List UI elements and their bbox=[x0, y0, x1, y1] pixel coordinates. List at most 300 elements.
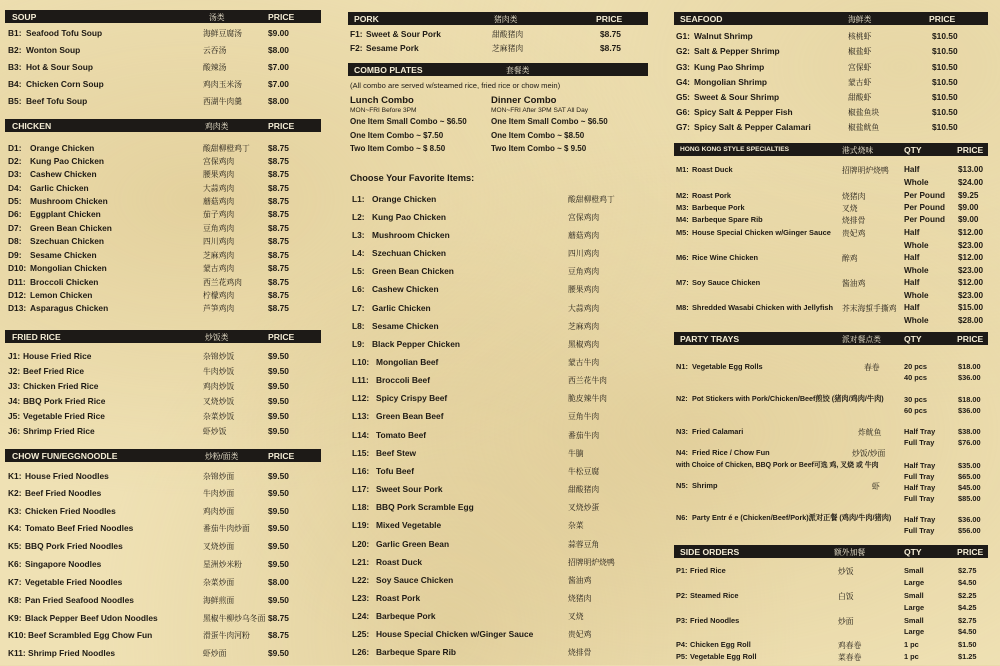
item-name: Soy Sauce Chicken bbox=[376, 575, 454, 585]
item-name: House Fried Rice bbox=[23, 351, 92, 361]
item-name: Fried Calamari bbox=[692, 427, 744, 436]
menu-item bbox=[8, 96, 318, 110]
item-price: $8.75 bbox=[268, 277, 289, 287]
item-name: Vegetable Fried Noodles bbox=[25, 577, 123, 587]
menu-item bbox=[8, 250, 318, 264]
item-qty: Half Tray bbox=[904, 515, 936, 524]
combo-note: (All combo are served w/steamed rice, fried rice or chow mein) bbox=[350, 81, 561, 90]
item-code: G2: bbox=[676, 46, 690, 56]
item-code: L1: bbox=[352, 194, 365, 204]
section-title: CHICKEN bbox=[12, 120, 52, 131]
item-code: F1: bbox=[350, 29, 363, 39]
item-price: $8.75 bbox=[268, 196, 289, 206]
item-price: $8.75 bbox=[268, 263, 289, 273]
hk-specialties-header bbox=[674, 143, 988, 156]
item-name-zh: 四川鸡肉 bbox=[568, 249, 600, 258]
item-price: $36.00 bbox=[958, 515, 981, 524]
menu-item bbox=[676, 62, 986, 76]
item-code: D11: bbox=[8, 277, 26, 287]
menu-item bbox=[8, 169, 318, 183]
item-price: $12.00 bbox=[958, 278, 984, 287]
item-name-zh: 杂菜炒饭 bbox=[203, 412, 235, 421]
combo-item bbox=[352, 629, 642, 643]
item-name-zh: 宫保鸡肉 bbox=[203, 157, 235, 166]
combo-item bbox=[352, 430, 642, 444]
item-name: Vegetable Egg Rolls bbox=[692, 362, 763, 371]
item-name-zh: 黑椒牛柳炒乌冬面 bbox=[203, 614, 266, 623]
item-name-zh: 脆皮辣牛肉 bbox=[568, 394, 607, 403]
item-name: Roast Pork bbox=[692, 191, 732, 200]
item-name: Pan Fried Seafood Noodles bbox=[25, 595, 134, 605]
item-price: $8.75 bbox=[268, 223, 289, 233]
item-name-zh: 蘑菇鸡肉 bbox=[203, 197, 235, 206]
combo-item bbox=[352, 339, 642, 353]
item-name: Broccoli Chicken bbox=[30, 277, 99, 287]
item-code: B4: bbox=[8, 79, 22, 89]
item-code: K6: bbox=[8, 559, 22, 569]
item-code: L11: bbox=[352, 375, 369, 385]
combo-item bbox=[352, 466, 642, 480]
item-name-zh: 菜春卷 bbox=[838, 653, 862, 662]
item-name-zh: 烧猪肉 bbox=[568, 594, 592, 603]
item-code: K10: bbox=[8, 630, 27, 640]
item-price: $10.50 bbox=[932, 62, 958, 72]
item-qty: Large bbox=[904, 603, 925, 612]
item-name: Mushroom Chicken bbox=[30, 196, 108, 206]
item-name-zh: 柠檬鸡肉 bbox=[203, 291, 235, 300]
item-name-zh: 宫保鸡肉 bbox=[568, 213, 600, 222]
item-price: $9.50 bbox=[268, 366, 289, 376]
menu-item bbox=[8, 595, 318, 609]
item-name: Rice Wine Chicken bbox=[692, 253, 759, 262]
item-name: Wonton Soup bbox=[26, 45, 81, 55]
item-name: Steamed Rice bbox=[690, 591, 739, 600]
item-price: $9.50 bbox=[268, 506, 289, 516]
side-orders-header bbox=[674, 545, 988, 558]
item-name-zh: 酸甜柳橙鸡丁 bbox=[568, 195, 615, 204]
dinner-combo-line: One Item Combo ~ $8.50 bbox=[491, 131, 585, 140]
lunch-combo-line: One Item Combo ~ $7.50 bbox=[350, 131, 444, 140]
combo-item bbox=[352, 284, 642, 298]
menu-item bbox=[8, 28, 318, 42]
combo-item bbox=[352, 230, 642, 244]
item-name-zh: 番茄牛肉炒面 bbox=[203, 524, 250, 533]
price-column-label: PRICE bbox=[957, 333, 984, 344]
item-code: N1: bbox=[676, 362, 688, 371]
item-name: Green Bean Beef bbox=[376, 411, 444, 421]
menu-item bbox=[676, 31, 986, 45]
item-price: $24.00 bbox=[958, 178, 984, 187]
item-code: L24: bbox=[352, 611, 370, 621]
item-name-zh: 大蒜鸡肉 bbox=[568, 304, 600, 313]
item-name: Green Bean Chicken bbox=[30, 223, 112, 233]
dinner-combo-title: Dinner Combo bbox=[491, 95, 557, 106]
item-qty: Whole bbox=[904, 178, 929, 187]
item-name-zh: 叉烧 bbox=[842, 204, 858, 213]
item-name: Seafood Tofu Soup bbox=[26, 28, 103, 38]
item-name: Orange Chicken bbox=[30, 143, 95, 153]
item-code: L8: bbox=[352, 321, 365, 331]
item-name-zh: 蘑菇鸡肉 bbox=[568, 231, 600, 240]
qty-column-label: QTY bbox=[904, 546, 922, 557]
menu-item bbox=[8, 648, 318, 662]
item-name-zh: 叉烧炒面 bbox=[203, 542, 235, 551]
combo-item bbox=[352, 575, 642, 589]
item-code: B5: bbox=[8, 96, 22, 106]
item-name: Fried Rice bbox=[690, 566, 726, 575]
item-name: Sesame Pork bbox=[366, 43, 419, 53]
item-name: Singapore Noodles bbox=[25, 559, 102, 569]
fried-rice-header bbox=[5, 330, 321, 343]
item-price: $8.75 bbox=[268, 613, 289, 623]
item-code: D8: bbox=[8, 236, 22, 246]
lunch-combo-line: Two Item Combo ~ $ 8.50 bbox=[350, 144, 446, 153]
price-column-label: PRICE bbox=[268, 11, 295, 22]
section-title-zh: 炒粉/面类 bbox=[205, 451, 239, 461]
item-name: Shrimp bbox=[692, 481, 718, 490]
item-name-zh: 蒜蓉豆角 bbox=[568, 540, 600, 549]
item-name-zh: 牛腩 bbox=[568, 449, 584, 458]
item-price: $9.50 bbox=[268, 381, 289, 391]
hk-row bbox=[676, 253, 986, 267]
item-price: $8.75 bbox=[268, 169, 289, 179]
item-name: Roast Duck bbox=[376, 557, 423, 567]
item-name: Shrimp Fried Rice bbox=[23, 426, 95, 436]
item-name-zh: 椒盐虾 bbox=[848, 47, 872, 56]
hk-row bbox=[676, 228, 986, 242]
item-qty: Full Tray bbox=[904, 526, 935, 535]
combo-item bbox=[352, 393, 642, 407]
item-name: Hot & Sour Soup bbox=[26, 62, 93, 72]
item-name-zh: 豆角牛肉 bbox=[568, 412, 600, 421]
item-name-zh: 蒙古鸡肉 bbox=[203, 264, 235, 273]
item-name-zh: 杂菜炒面 bbox=[203, 578, 235, 587]
item-name: Roast Duck bbox=[692, 165, 733, 174]
combo-item bbox=[352, 502, 642, 516]
item-name: Vegetable Fried Rice bbox=[23, 411, 105, 421]
item-qty: 20 pcs bbox=[904, 362, 928, 371]
item-code: D10: bbox=[8, 263, 27, 273]
menu-item bbox=[8, 263, 318, 277]
item-name-zh: 炒饭/炒面 bbox=[852, 449, 886, 458]
dinner-combo-line: Two Item Combo ~ $ 9.50 bbox=[491, 144, 587, 153]
item-name: Mongolian Shrimp bbox=[694, 77, 768, 87]
item-name: BBQ Pork Scramble Egg bbox=[376, 502, 474, 512]
price-column-label: PRICE bbox=[596, 13, 623, 24]
item-price: $4.25 bbox=[958, 603, 977, 612]
item-name-zh: 牛肉炒饭 bbox=[203, 367, 235, 376]
item-code: L23: bbox=[352, 593, 370, 603]
item-name: Beef Stew bbox=[376, 448, 417, 458]
item-name-zh: 杂锦炒饭 bbox=[203, 352, 235, 361]
menu-item bbox=[8, 426, 318, 440]
item-price: $9.00 bbox=[958, 215, 979, 224]
item-price: $10.50 bbox=[932, 46, 958, 56]
section-title: PORK bbox=[354, 13, 379, 24]
menu-item bbox=[8, 196, 318, 210]
item-qty: Small bbox=[904, 591, 924, 600]
item-name-zh: 炸鱿鱼 bbox=[858, 428, 882, 437]
item-price: $8.75 bbox=[600, 29, 621, 39]
item-name: Eggplant Chicken bbox=[30, 209, 101, 219]
item-price: $9.50 bbox=[268, 396, 289, 406]
menu-item bbox=[8, 559, 318, 573]
combo-item bbox=[352, 520, 642, 534]
hk-row bbox=[676, 303, 986, 317]
item-name: Pot Stickers with Pork/Chicken/Beef煎饺 (猪肉/鸡肉/牛肉) bbox=[692, 394, 884, 403]
item-name-zh: 甜酸猪肉 bbox=[568, 485, 600, 494]
item-qty: Whole bbox=[904, 266, 929, 275]
combo-header bbox=[348, 63, 648, 76]
item-qty: Half bbox=[904, 303, 920, 312]
item-price: $9.50 bbox=[268, 559, 289, 569]
item-name-zh: 蒙古牛肉 bbox=[568, 358, 600, 367]
item-name-zh: 豆角鸡肉 bbox=[203, 224, 235, 233]
menu-item bbox=[8, 396, 318, 410]
item-qty: Small bbox=[904, 566, 924, 575]
item-price: $23.00 bbox=[958, 241, 984, 250]
item-price: $76.00 bbox=[958, 438, 981, 447]
dinner-combo-line: One Item Small Combo ~ $6.50 bbox=[491, 117, 608, 126]
item-name-zh: 芥末海蜇手撕鸡 bbox=[842, 304, 897, 313]
item-name-zh: 滑蛋牛肉河粉 bbox=[203, 631, 250, 640]
item-name-zh: 甜酸虾 bbox=[848, 93, 872, 102]
item-price: $18.00 bbox=[958, 395, 981, 404]
item-code: K8: bbox=[8, 595, 22, 605]
combo-item bbox=[352, 194, 642, 208]
item-name: Tomato Beef Fried Noodles bbox=[25, 523, 134, 533]
section-title-zh: 额外加餐 bbox=[834, 547, 866, 557]
item-name: Tomato Beef bbox=[376, 430, 427, 440]
item-name-zh: 叉烧炒饭 bbox=[203, 397, 235, 406]
item-name: Sesame Chicken bbox=[30, 250, 97, 260]
item-name: Cashew Chicken bbox=[372, 284, 439, 294]
item-code: K11: bbox=[8, 648, 26, 658]
item-code: L16: bbox=[352, 466, 370, 476]
item-code: L18: bbox=[352, 502, 370, 512]
section-title-zh: 套餐类 bbox=[506, 65, 530, 75]
item-name-zh: 番茄牛肉 bbox=[568, 431, 600, 440]
item-name-zh: 西湖牛肉羹 bbox=[203, 97, 242, 106]
item-price: $56.00 bbox=[958, 526, 981, 535]
item-name: Sweet & Sour Pork bbox=[366, 29, 441, 39]
item-name-zh: 酸辣汤 bbox=[203, 63, 227, 72]
item-name: Chicken Fried Noodles bbox=[25, 506, 116, 516]
item-code: G3: bbox=[676, 62, 690, 72]
item-price: $10.50 bbox=[932, 77, 958, 87]
menu-item bbox=[676, 122, 986, 136]
item-name: Barbeque Pork bbox=[692, 203, 745, 212]
item-code: N2: bbox=[676, 394, 688, 403]
side-qty-row bbox=[676, 578, 986, 592]
item-qty: Large bbox=[904, 578, 925, 587]
section-title-zh: 汤类 bbox=[209, 12, 225, 22]
item-code: J3: bbox=[8, 381, 21, 391]
combo-item bbox=[352, 448, 642, 462]
item-name-zh: 叉烧炒蛋 bbox=[568, 503, 600, 512]
item-name: Garlic Chicken bbox=[372, 303, 431, 313]
item-name-zh: 酱油鸡 bbox=[568, 576, 592, 585]
menu-item bbox=[8, 290, 318, 304]
section-title: PARTY TRAYS bbox=[680, 333, 740, 344]
item-price: $1.25 bbox=[958, 652, 977, 661]
item-name-zh: 腰果鸡肉 bbox=[203, 170, 235, 179]
section-title: FRIED RICE bbox=[12, 331, 61, 342]
item-code: J2: bbox=[8, 366, 21, 376]
item-code: L12: bbox=[352, 393, 370, 403]
item-name-zh: 酸甜柳橙鸡丁 bbox=[203, 144, 250, 153]
item-qty: Full Tray bbox=[904, 472, 935, 481]
price-column-label: PRICE bbox=[268, 120, 295, 131]
item-name-zh: 芝麻鸡肉 bbox=[568, 322, 600, 331]
item-code: L7: bbox=[352, 303, 365, 313]
item-price: $15.00 bbox=[958, 303, 984, 312]
item-name: Asparagus Chicken bbox=[30, 303, 109, 313]
hk-row bbox=[676, 178, 986, 192]
side-item bbox=[676, 652, 986, 666]
price-column-label: PRICE bbox=[268, 450, 295, 461]
item-code: L15: bbox=[352, 448, 370, 458]
menu-item bbox=[8, 577, 318, 591]
item-code: L21: bbox=[352, 557, 370, 567]
item-code: L4: bbox=[352, 248, 365, 258]
section-title: SIDE ORDERS bbox=[680, 546, 740, 557]
item-code: K5: bbox=[8, 541, 22, 551]
item-name: Beef Fried Noodles bbox=[25, 488, 102, 498]
menu-item bbox=[8, 223, 318, 237]
menu-item bbox=[8, 411, 318, 425]
menu-item bbox=[676, 107, 986, 121]
item-qty: 1 pc bbox=[904, 640, 919, 649]
item-name-zh: 西兰花牛肉 bbox=[568, 376, 607, 385]
item-name: Garlic Chicken bbox=[30, 183, 89, 193]
hk-row bbox=[676, 316, 986, 330]
item-name: Barbeque Spare Rib bbox=[692, 215, 763, 224]
menu-item bbox=[350, 43, 646, 57]
soup-header bbox=[5, 10, 321, 23]
item-code: M5: bbox=[676, 228, 689, 237]
item-name-zh: 杂锦炒面 bbox=[203, 472, 235, 481]
item-name: Fried Noodles bbox=[690, 616, 740, 625]
item-detail: with Choice of Chicken, BBQ Pork or Beef可选 鸡, 叉烧 或 牛肉 bbox=[676, 462, 879, 469]
menu-item bbox=[676, 46, 986, 60]
item-code: J1: bbox=[8, 351, 21, 361]
item-name-zh: 蒙古虾 bbox=[848, 78, 872, 87]
menu-item bbox=[8, 351, 318, 365]
item-code: M2: bbox=[676, 191, 689, 200]
item-code: M8: bbox=[676, 303, 689, 312]
item-code: F2: bbox=[350, 43, 363, 53]
item-code: M1: bbox=[676, 165, 689, 174]
item-code: K1: bbox=[8, 471, 22, 481]
item-price: $45.00 bbox=[958, 483, 981, 492]
item-code: P5: bbox=[676, 652, 688, 661]
item-code: L13: bbox=[352, 411, 370, 421]
qty-column-label: QTY bbox=[904, 333, 922, 344]
item-code: D3: bbox=[8, 169, 22, 179]
item-price: $18.00 bbox=[958, 362, 981, 371]
item-name-zh: 烧排骨 bbox=[842, 216, 866, 225]
item-name-zh: 芦笋鸡肉 bbox=[203, 304, 235, 313]
item-name-zh: 海鲜煎面 bbox=[203, 596, 235, 605]
section-title: COMBO PLATES bbox=[354, 64, 423, 75]
item-code: G5: bbox=[676, 92, 690, 102]
item-code: L25: bbox=[352, 629, 370, 639]
item-code: N3: bbox=[676, 427, 688, 436]
item-name-zh: 腰果鸡肉 bbox=[568, 285, 600, 294]
item-code: K3: bbox=[8, 506, 22, 516]
item-qty: Per Pound bbox=[904, 191, 945, 200]
qty-column-label: QTY bbox=[904, 144, 922, 155]
item-name-zh: 芝麻猪肉 bbox=[492, 44, 524, 53]
item-name-zh: 鸡肉炒面 bbox=[203, 507, 235, 516]
menu-item bbox=[8, 183, 318, 197]
item-code: M4: bbox=[676, 215, 689, 224]
item-name: Tofu Beef bbox=[376, 466, 414, 476]
item-price: $8.00 bbox=[268, 45, 289, 55]
item-name: Vegetable Egg Roll bbox=[690, 652, 757, 661]
item-price: $9.00 bbox=[958, 203, 979, 212]
item-qty: Half bbox=[904, 278, 920, 287]
item-name-zh: 芝麻鸡肉 bbox=[203, 251, 235, 260]
combo-item bbox=[352, 303, 642, 317]
menu-item bbox=[676, 92, 986, 106]
item-name-zh: 贵妃鸡 bbox=[842, 229, 866, 238]
item-price: $8.75 bbox=[268, 183, 289, 193]
item-code: L6: bbox=[352, 284, 365, 294]
item-price: $85.00 bbox=[958, 494, 981, 503]
item-name-zh: 海鲜豆腐汤 bbox=[203, 29, 242, 38]
item-qty: Whole bbox=[904, 241, 929, 250]
item-qty: Half bbox=[904, 253, 920, 262]
combo-item bbox=[352, 321, 642, 335]
item-price: $28.00 bbox=[958, 316, 984, 325]
item-price: $8.75 bbox=[268, 250, 289, 260]
menu-item bbox=[676, 77, 986, 91]
item-code: L22: bbox=[352, 575, 370, 585]
item-name: BBQ Pork Fried Rice bbox=[23, 396, 106, 406]
item-name-zh: 招牌明炉烧鸭 bbox=[842, 166, 889, 175]
item-name: Sweet & Sour Shrimp bbox=[694, 92, 780, 102]
item-name-zh: 烧排骨 bbox=[568, 648, 592, 657]
item-code: M6: bbox=[676, 253, 689, 262]
item-name: Szechuan Chicken bbox=[30, 236, 105, 246]
item-name-zh: 四川鸡肉 bbox=[203, 237, 235, 246]
item-qty: 1 pc bbox=[904, 652, 919, 661]
item-code: M7: bbox=[676, 278, 689, 287]
lunch-combo-hours: MON~FRI Before 3PM bbox=[350, 107, 417, 114]
item-qty: Half bbox=[904, 228, 920, 237]
item-code: L20: bbox=[352, 539, 370, 549]
item-price: $8.00 bbox=[268, 96, 289, 106]
item-code: G7: bbox=[676, 122, 690, 132]
menu-item bbox=[8, 277, 318, 291]
item-code: G6: bbox=[676, 107, 690, 117]
item-price: $9.50 bbox=[268, 411, 289, 421]
item-name: Shrimp Fried Noodles bbox=[28, 648, 116, 658]
section-title-zh: 炒饭类 bbox=[205, 332, 229, 342]
menu-item bbox=[8, 366, 318, 380]
item-qty: Per Pound bbox=[904, 203, 945, 212]
item-price: $9.50 bbox=[268, 488, 289, 498]
item-qty: Full Tray bbox=[904, 494, 935, 503]
item-code: D2: bbox=[8, 156, 22, 166]
item-name: House Fried Noodles bbox=[25, 471, 109, 481]
item-price: $36.00 bbox=[958, 373, 981, 382]
party-qty-row bbox=[676, 406, 986, 420]
item-name: Sweet Sour Pork bbox=[376, 484, 443, 494]
menu-item bbox=[8, 613, 318, 627]
